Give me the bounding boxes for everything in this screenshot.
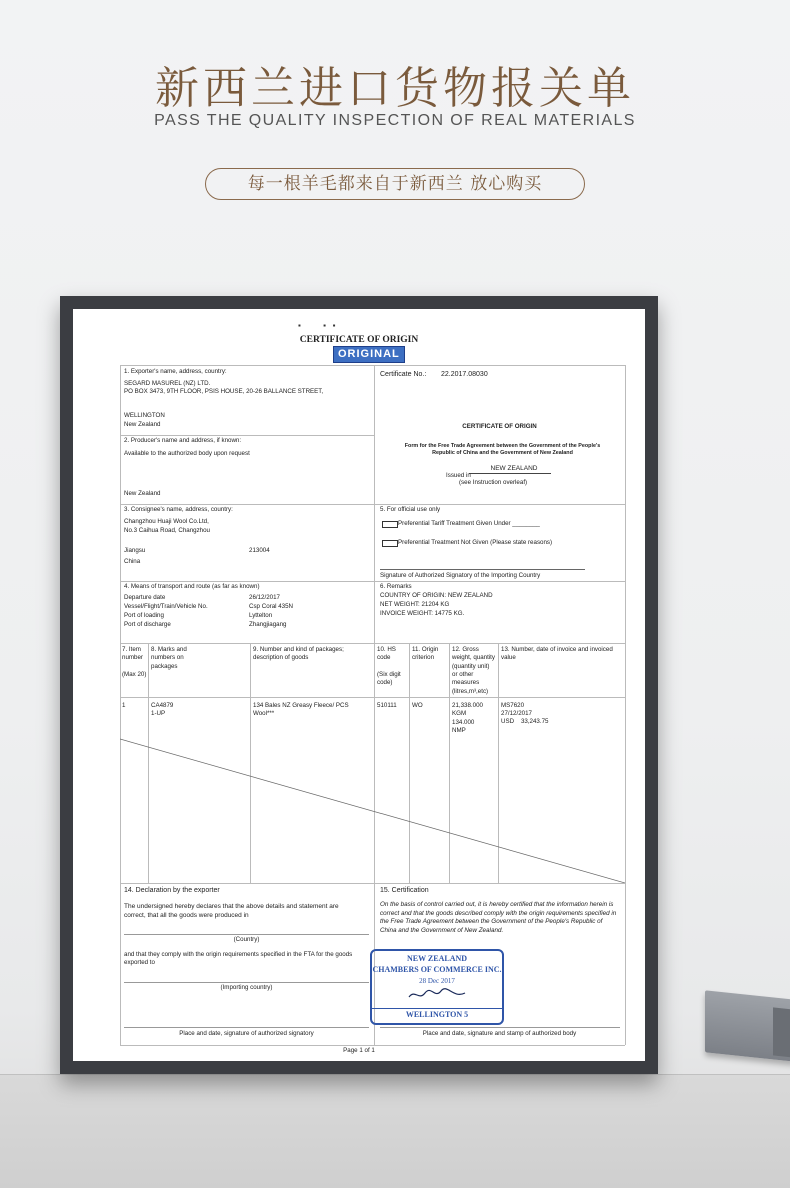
- remarks-line: NET WEIGHT: 21204 KG: [380, 601, 450, 608]
- box15-label: 15. Certification: [380, 887, 429, 894]
- slogan-badge: 每一根羊毛都来自于新西兰 放心购买: [205, 168, 585, 200]
- col-marks: 8. Marks and numbers on packages: [151, 646, 187, 670]
- scan-marks: ▪ ▪ ▪: [298, 321, 336, 330]
- transport-key: Departure date: [124, 594, 166, 601]
- invoice-number: MS7620: [501, 702, 525, 709]
- certificate-no-value: 22.2017.08030: [441, 371, 488, 378]
- tariff-option: Preferential Tariff Treatment Given Under ________: [398, 520, 540, 527]
- item-gross-weight: 21,338.000 KGM 134.000 NMP: [452, 702, 483, 735]
- box14-label: 14. Declaration by the exporter: [124, 887, 220, 894]
- original-stamp: ORIGINAL: [333, 346, 405, 363]
- producer-line: Available to the authorized body upon request: [124, 450, 250, 457]
- importing-country-label: (Importing country): [220, 984, 273, 991]
- consignee-province: Jiangsu: [124, 547, 146, 554]
- item-marks: CA4879 1-UP: [151, 702, 174, 718]
- certificate-form: [120, 365, 625, 1045]
- exporter-line: SEGARD MASUREL (NZ) LTD.: [124, 380, 211, 387]
- producer-country: New Zealand: [124, 490, 161, 497]
- box4-label: 4. Means of transport and route (as far as known): [124, 583, 260, 590]
- signature: [407, 987, 467, 1003]
- item-origin: WO: [412, 702, 423, 709]
- not-given-option: Preferential Treatment Not Given (Please state reasons): [398, 539, 553, 546]
- stamp-city: WELLINGTON 5: [372, 1008, 502, 1021]
- tariff-checkbox: [382, 521, 398, 528]
- country-label: (Country): [233, 936, 260, 943]
- issued-country: NEW ZEALAND: [490, 465, 538, 472]
- stamp-line: CHAMBERS OF COMMERCE INC.: [372, 964, 502, 974]
- box5-label: 5. For official use only: [380, 506, 441, 513]
- box1-label: 1. Exporter's name, address, country:: [124, 368, 227, 375]
- consignee-line: Changzhou Huaji Wool Co.Ltd,: [124, 518, 209, 525]
- transport-key: Port of loading: [124, 612, 164, 619]
- transport-value: 26/12/2017: [249, 594, 280, 601]
- picture-frame: [60, 296, 658, 1074]
- book-decoration: [705, 990, 790, 1061]
- issued-label: Issued in: [446, 472, 471, 479]
- consignee-line: No.3 Caihua Road, Changzhou: [124, 527, 210, 534]
- col-item-number: 7. Item number (Max 20): [122, 646, 147, 679]
- chamber-of-commerce-stamp: [370, 949, 504, 1025]
- invoice-date: 27/12/2017: [501, 710, 532, 717]
- col-hs-code: 10. HS code (Six digit code): [377, 646, 401, 687]
- not-given-checkbox: [382, 540, 398, 547]
- body-signature-caption: Place and date, signature and stamp of authorized body: [422, 1030, 577, 1037]
- certificate-document: [73, 309, 645, 1061]
- certification-text: On the basis of control carried out, it is hereby certified that the information herein is correct and that the goods described comply with the origin requirements specified in the Free Trade Agreement between the Government of the People's Republic of China and the Government of New Zealand.: [380, 901, 617, 934]
- transport-key: Vessel/Flight/Train/Vehicle No.: [124, 603, 208, 610]
- instruction-note: (see Instruction overleaf): [459, 479, 528, 486]
- exporter-line: WELLINGTON: [124, 412, 165, 419]
- box3-label: 3. Consignee's name, address, country:: [124, 506, 233, 513]
- certificate-title: CERTIFICATE OF ORIGIN: [299, 335, 419, 345]
- col-gross-weight: 12. Gross weight, quantity (quantity unit) or other measures (litres,m³,etc): [452, 646, 495, 695]
- transport-value: Csp Coral 435N: [249, 603, 294, 610]
- box2-label: 2. Producer's name and address, if known:: [124, 437, 242, 444]
- col-description: 9. Number and kind of packages; description of goods: [253, 646, 344, 662]
- certificate-no-label: Certificate No.:: [380, 371, 427, 378]
- page-subtitle: PASS THE QUALITY INSPECTION OF REAL MATERIALS: [154, 112, 636, 129]
- page-title: 新西兰进口货物报关单: [155, 63, 635, 114]
- exporter-signature-caption: Place and date, signature of authorized signatory: [179, 1030, 314, 1037]
- exporter-line: PO BOX 3473, 9TH FLOOR, PSIS HOUSE, 20-26 BALLANCE STREET,: [124, 388, 324, 395]
- consignee-postcode: 213004: [249, 547, 270, 554]
- signatory-line: Signature of Authorized Signatory of the Importing Country: [380, 572, 541, 579]
- diagonal-line: [120, 697, 625, 883]
- stamp-date: 28 Dec 2017: [419, 976, 455, 985]
- declaration-text: The undersigned hereby declares that the above details and statement are correct, that all the goods were produced in: [124, 903, 339, 919]
- right-cert-title: CERTIFICATE OF ORIGIN: [462, 423, 537, 430]
- exporter-line: New Zealand: [124, 421, 161, 428]
- col-origin: 11. Origin criterion: [412, 646, 439, 662]
- box6-label: 6. Remarks: [380, 583, 412, 590]
- form-text: Form for the Free Trade Agreement between the Government of the People's Republic of China and the Government of New Zealand: [404, 443, 601, 457]
- transport-value: Zhangjiagang: [249, 621, 287, 628]
- remarks-line: INVOICE WEIGHT: 14775 KG.: [380, 610, 465, 617]
- item-hs-code: 510111: [377, 702, 397, 709]
- invoice-value: USD 33,243.75: [501, 718, 549, 725]
- remarks-line: COUNTRY OF ORIGIN: NEW ZEALAND: [380, 592, 493, 599]
- stamp-line: NEW ZEALAND: [406, 954, 468, 963]
- consignee-country: China: [124, 558, 141, 565]
- item-number: 1: [122, 702, 126, 709]
- transport-key: Port of discharge: [124, 621, 171, 628]
- shelf: [0, 1074, 790, 1188]
- col-invoice: 13. Number, date of invoice and invoiced value: [501, 646, 613, 662]
- transport-value: Lyttelton: [249, 612, 273, 619]
- item-description: 134 Bales NZ Greasy Fleece/ PCS Wool***: [253, 702, 349, 718]
- declaration-text-2: and that they comply with the origin requirements specified in the FTA for the goods exported to: [124, 951, 353, 967]
- page-number: Page 1 of 1: [343, 1047, 375, 1054]
